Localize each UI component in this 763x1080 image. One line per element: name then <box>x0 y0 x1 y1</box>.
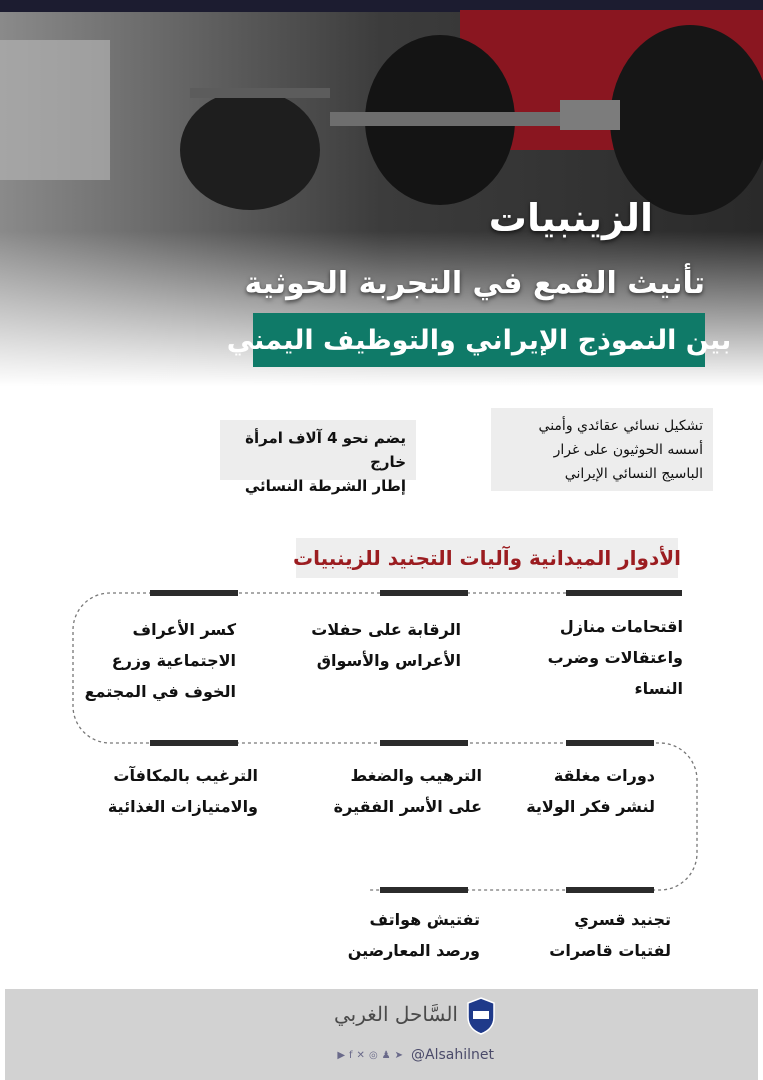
role-incentives <box>108 760 258 822</box>
role-intimidation <box>334 760 482 822</box>
snapchat-icon[interactable]: ♟ <box>381 1049 391 1061</box>
role-marker <box>566 590 682 596</box>
role-surveillance <box>311 614 461 676</box>
role-line: النساء <box>634 679 683 698</box>
role-line: على الأسر الفقيرة <box>333 797 482 816</box>
role-marker <box>150 740 238 746</box>
role-line: الاجتماعية وزرع <box>111 651 236 670</box>
role-marker <box>150 590 238 596</box>
social-bar <box>337 1047 494 1063</box>
role-line: والامتيازات الغذائية <box>107 797 258 816</box>
x-icon[interactable]: ✕ <box>356 1049 365 1061</box>
role-line: لنشر فكر الولاية <box>526 797 655 816</box>
role-marker <box>380 740 468 746</box>
role-line: الرقابة على حفلات <box>311 620 461 639</box>
role-forced-recruitment <box>549 904 671 966</box>
role-line: دورات مغلقة <box>553 766 655 785</box>
role-line: تفتيش هواتف <box>369 910 480 929</box>
fact-line: إطار الشرطة النسائي <box>244 477 406 495</box>
role-line: ورصد المعارضين <box>347 941 480 960</box>
role-phone-inspection <box>348 904 480 966</box>
fact-line: تشكيل نسائي عقائدي وأمني <box>538 418 703 434</box>
fact-line: أسسه الحوثيون على غرار <box>553 442 703 458</box>
instagram-icon[interactable]: ◎ <box>368 1049 378 1061</box>
role-line: الخوف في المجتمع <box>84 682 236 701</box>
youtube-icon[interactable]: ▶ <box>337 1049 346 1061</box>
role-line: كسر الأعراف <box>132 620 236 639</box>
role-house-raids <box>548 611 683 704</box>
role-marker <box>380 887 468 893</box>
footer <box>5 989 758 1080</box>
page-title: الزينبيات <box>488 196 653 240</box>
role-marker <box>566 740 654 746</box>
role-marker <box>380 590 468 596</box>
brand-seal-icon <box>466 997 496 1039</box>
fact-line: يضم نحو 4 آلاف امرأة خارج <box>245 429 406 471</box>
section-title: الأدوار الميدانية وآليات التجنيد للزينبيات <box>296 538 678 578</box>
role-marker <box>566 887 654 893</box>
role-breaking-norms <box>85 614 236 707</box>
role-line: الترهيب والضغط <box>350 766 482 785</box>
facebook-icon[interactable]: f <box>349 1049 353 1061</box>
page-subtitle: تأنيث القمع في التجربة الحوثية <box>244 266 705 301</box>
role-line: لفتيات قاصرات <box>549 941 671 960</box>
telegram-icon[interactable]: ➤ <box>394 1049 404 1061</box>
title-band: بين النموذج الإيراني والتوظيف اليمني <box>253 313 705 367</box>
role-line: واعتقالات وضرب <box>547 648 683 667</box>
role-line: الأعراس والأسواق <box>316 651 461 670</box>
role-line: اقتحامات منازل <box>559 617 683 636</box>
social-handle[interactable]: @Alsahilnet <box>411 1047 494 1063</box>
brand-name: السَّاحل الغربي <box>333 1002 458 1026</box>
fact-line: الباسيج النسائي الإيراني <box>564 466 703 482</box>
role-closed-courses <box>526 760 655 822</box>
role-line: تجنيد قسري <box>574 910 671 929</box>
role-line: الترغيب بالمكافآت <box>113 766 258 785</box>
